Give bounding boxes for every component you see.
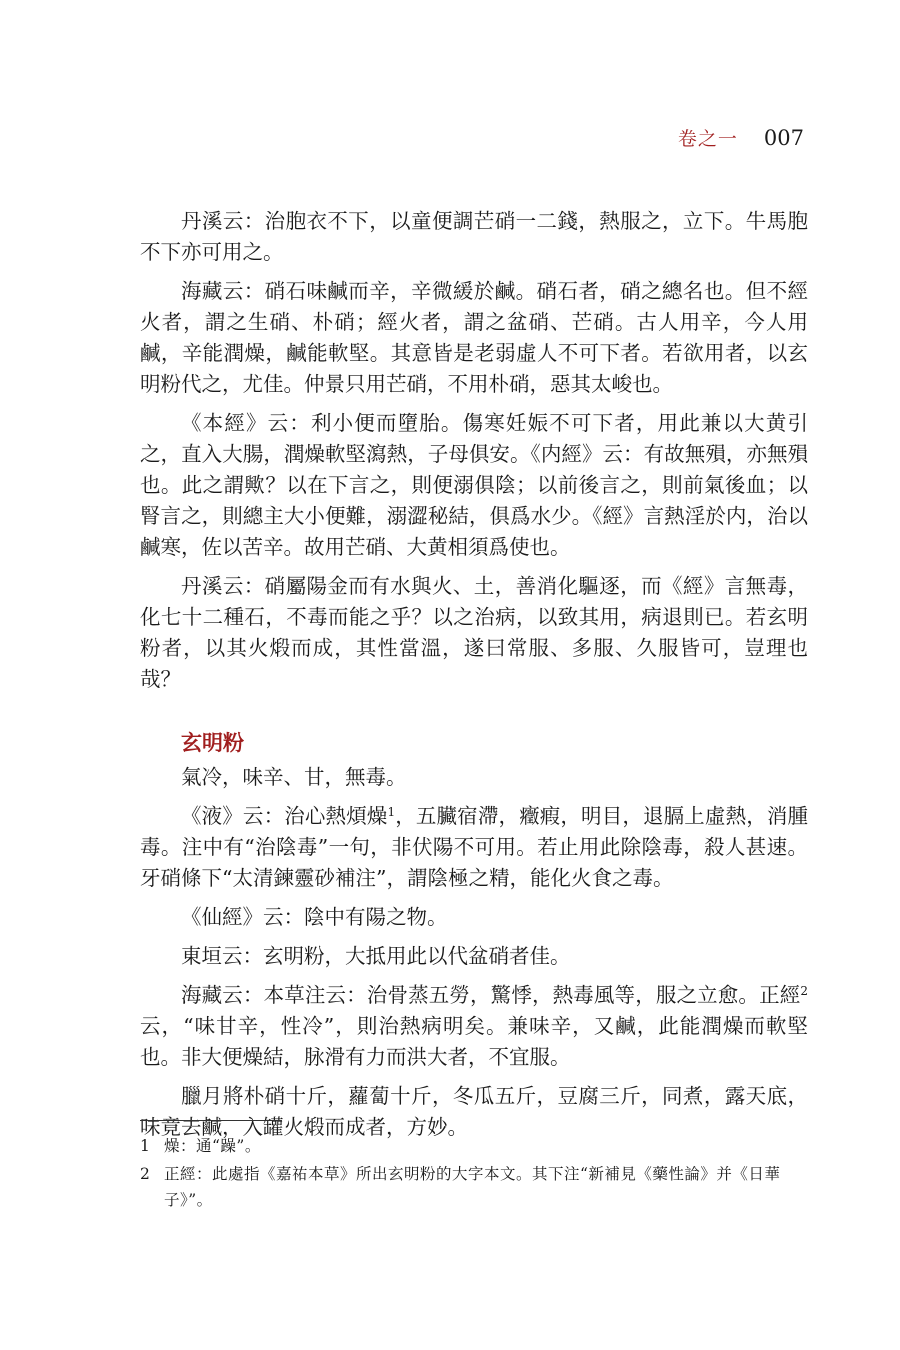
section-heading: 玄明粉 <box>181 730 244 755</box>
footnote-number: 2 <box>140 1165 150 1183</box>
footnote-text: 燥：通“躁”。 <box>164 1137 261 1155</box>
paragraph: 東垣云：玄明粉，大抵用此以代盆硝者佳。 <box>181 944 571 968</box>
paragraph: 丹溪云：硝屬陽金而有水與火、土，善消化驅逐，而《經》言無毒，化七十二種石，不毒而能之乎？以之治病，以致其用，病退則已。若玄明粉者，以其火煅而成，其性當溫，遂曰常服、多服、久服皆可，豈理也哉？ <box>140 574 808 691</box>
main-text <box>140 206 808 1151</box>
chapter-title: 卷之一 <box>677 128 738 150</box>
paragraph-text: ，五臟宿滯，癥瘕，明目，退膈上虛熱，消腫毒。注中有“治陰毒”一句，非伏陽不可用。若止用此除陰毒，殺人甚速。牙硝條下“太清鍊靈砂補注”，謂陰極之精，能化火食之毒。 <box>140 804 808 890</box>
paragraph: 臘月將朴硝十斤，蘿蔔十斤，冬瓜五斤，豆腐三斤，同煮，露天底，味竟去鹹，入罐火煅而成者，方妙。 <box>140 1084 808 1139</box>
paragraph: 丹溪云：治胞衣不下，以童便調芒硝一二錢，熱服之，立下。牛馬胞不下亦可用之。 <box>140 209 808 264</box>
paragraph: 《本經》云：利小便而墮胎。傷寒妊娠不可下者，用此兼以大黄引之，直入大腸，潤燥軟堅瀉熱，子母俱安。《内經》云：有故無殞，亦無殞也。此之謂歟？以在下言之，則便溺俱陰；以前後言之，則前氣後血；以腎言之，則總主大小便難，溺澀秘結，俱爲水少。《經》言熱淫於内，治以鹹寒，佐以苦辛。故用芒硝、大黄相須爲使也。 <box>140 411 808 559</box>
footnote-ref: 2 <box>800 984 808 998</box>
footnote-divider <box>140 1120 282 1121</box>
paragraph: 《仙經》云：陰中有陽之物。 <box>181 905 448 929</box>
running-header <box>678 124 804 151</box>
footnote-ref: 1 <box>387 805 396 819</box>
footnote-number: 1 <box>140 1137 150 1155</box>
footnote-text: 正經：此處指《嘉祐本草》所出玄明粉的大字本文。其下注“新補見《藥性論》并《日華子》”。 <box>164 1165 781 1209</box>
footnotes <box>140 1133 808 1215</box>
paragraph <box>140 980 808 1073</box>
paragraph-text: 海藏云：本草注云：治骨蒸五勞，驚悸，熱毒風等，服之立愈。正經 <box>181 983 801 1007</box>
footnote <box>140 1133 808 1159</box>
footnote <box>140 1161 808 1213</box>
page-number: 007 <box>763 126 804 150</box>
paragraph-text: 《液》云：治心熱煩燥 <box>181 804 388 828</box>
paragraph: 海藏云：硝石味鹹而辛，辛微緩於鹹。硝石者，硝之總名也。但不經火者，謂之生硝、朴硝；經火者，謂之盆硝、芒硝。古人用辛，今人用鹹，辛能潤燥，鹹能軟堅。其意皆是老弱虛人不可下者。若欲用者，以玄明粉代之，尤佳。仲景只用芒硝，不用朴硝，惡其太峻也。 <box>140 279 808 396</box>
paragraph-text: 云，“味甘辛，性冷”，則治熱病明矣。兼味辛，又鹹，此能潤燥而軟堅也。非大便燥結，脉滑有力而洪大者，不宜服。 <box>140 1014 808 1069</box>
paragraph: 氣冷，味辛、甘，無毒。 <box>181 765 407 789</box>
paragraph <box>140 801 808 894</box>
